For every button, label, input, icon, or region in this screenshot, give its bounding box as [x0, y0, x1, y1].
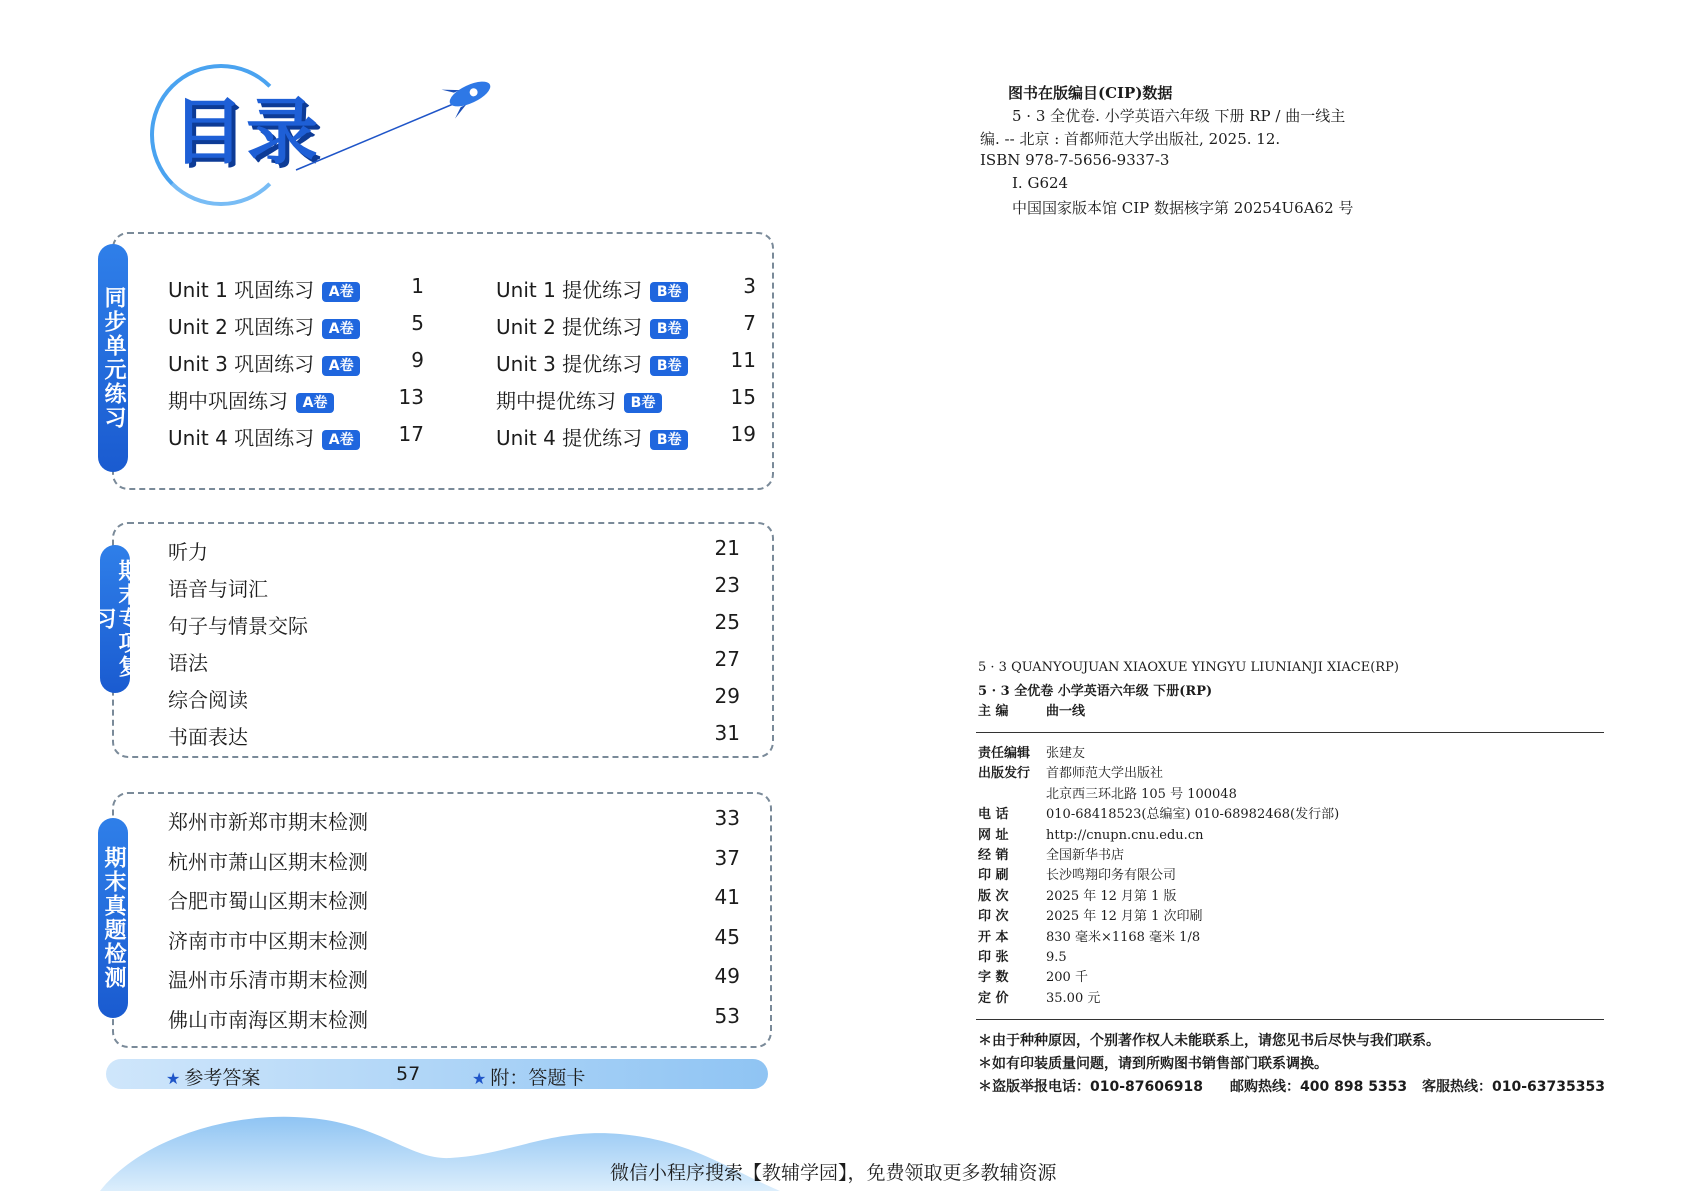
star-icon: ★	[166, 1069, 181, 1088]
imprint-value: http://cnupn.cnu.edu.cn	[1046, 827, 1204, 843]
imprint-row	[978, 926, 1200, 945]
toc-entry-page: 53	[714, 1003, 740, 1028]
toc-entry	[168, 385, 334, 414]
paper-badge: A卷	[322, 319, 360, 339]
imprint-key: 网 址	[978, 827, 1009, 843]
imprint-key: 责任编辑	[978, 746, 1031, 761]
paper-badge: B卷	[650, 282, 688, 302]
imprint-editor: 主 编 曲一线	[978, 704, 1086, 719]
imprint-key: 定 价	[978, 990, 1009, 1006]
imprint-key: 出版发行	[978, 766, 1031, 782]
toc-entry-label: 郑州市新郑市期末检测	[168, 810, 368, 834]
imprint-key: 印 刷	[978, 868, 1009, 884]
cip-line: 5 · 3 全优卷. 小学英语六年级 下册 RP / 曲一线主	[1012, 107, 1346, 125]
toc-entry-label: 济南市市中区期末检测	[168, 928, 368, 953]
imprint-value: 9.5	[1046, 950, 1067, 965]
toc-entry-page: 1	[411, 274, 424, 298]
toc-entry-page: 23	[714, 573, 740, 597]
imprint-key: 印 张	[978, 950, 1009, 965]
toc-entry-page: 21	[714, 536, 740, 560]
toc-entry	[168, 274, 360, 303]
imprint-value: 2025 年 12 月第 1 次印刷	[1046, 909, 1203, 925]
notice-line: ＊如有印装质量问题，请到所购图书销售部门联系调换。	[978, 1056, 1328, 1072]
imprint-value: 010-68418523(总编室) 010-68982468(发行部)	[1046, 807, 1340, 823]
divider	[976, 732, 1604, 733]
appendix-entry: ★ 附：答题卡	[472, 1067, 586, 1089]
imprint-key: 电 话	[978, 807, 1009, 823]
page-title: 目录	[172, 90, 321, 174]
toc-entry-page: 31	[714, 721, 740, 745]
toc-entry-label: 期中巩固练习	[168, 389, 288, 413]
paper-badge: B卷	[650, 356, 688, 376]
toc-entry	[496, 274, 688, 303]
imprint-row	[978, 844, 1124, 863]
section-tab-review: 期末专项复习	[100, 545, 130, 693]
toc-entry-page: 11	[730, 348, 756, 372]
cip-line: Ⅰ. G624	[1012, 174, 1069, 192]
toc-entry-label: 语音与词汇	[168, 577, 268, 601]
toc-entry-page: 7	[743, 311, 756, 335]
imprint-row	[978, 966, 1088, 985]
toc-entry-label: Unit 1 提优练习	[496, 278, 643, 302]
toc-entry	[168, 348, 360, 377]
imprint-row	[978, 742, 1085, 761]
imprint-key: 版 次	[978, 888, 1009, 904]
imprint-value: 张建友	[1046, 746, 1086, 761]
paper-badge: B卷	[650, 430, 688, 450]
paper-badge: A卷	[322, 282, 360, 302]
paper-badge: A卷	[296, 393, 334, 413]
toc-entry-label: 听力	[168, 540, 208, 564]
imprint-value: 首都师范大学出版社	[1046, 766, 1164, 782]
imprint-value: 35.00 元	[1046, 990, 1101, 1006]
toc-entry-label: 合肥市蜀山区期末检测	[168, 889, 368, 913]
imprint-row	[978, 946, 1067, 965]
toc-entry-label: Unit 1 巩固练习	[168, 278, 315, 302]
toc-entry-label: Unit 4 提优练习	[496, 426, 643, 450]
answers-entry: ★ 参考答案	[166, 1067, 261, 1089]
toc-entry	[496, 311, 688, 340]
footer-promo: 微信小程序搜索【教辅学园】，免费领取更多教辅资源	[610, 1162, 1057, 1184]
imprint-value: 830 毫米×1168 毫米 1/8	[1046, 929, 1201, 945]
toc-entry-page: 13	[398, 385, 424, 409]
imprint-title: 5 · 3 全优卷 小学英语六年级 下册(RP)	[978, 684, 1213, 699]
section-tab-sync: 同步单元练习	[98, 244, 128, 472]
toc-entry-label: 温州市乐清市期末检测	[168, 968, 368, 992]
imprint-row	[978, 905, 1203, 924]
cip-line: 中国国家版本馆 CIP 数据核字第 20254U6A62 号	[1012, 199, 1354, 217]
hotline-mail: 邮购热线：400 898 5353	[1230, 1079, 1408, 1095]
imprint-value: 长沙鸣翔印务有限公司	[1046, 868, 1177, 884]
toc-entry-label: 语法	[168, 651, 208, 675]
toc-entry-page: 33	[714, 806, 740, 830]
toc-entry-page: 37	[714, 845, 740, 870]
toc-entry-page: 15	[730, 385, 756, 409]
toc-entry	[168, 311, 360, 340]
toc-entry-label: Unit 2 巩固练习	[168, 315, 315, 339]
paper-badge: B卷	[624, 393, 662, 413]
toc-entry-page: 25	[714, 610, 740, 634]
imprint-row	[978, 803, 1339, 822]
toc-entry-label: 综合阅读	[168, 688, 248, 712]
hotline-piracy: ＊盗版举报电话：010-87606918	[978, 1079, 1203, 1095]
imprint-row	[978, 762, 1163, 781]
imprint-key: 经 销	[978, 848, 1009, 863]
imprint-row	[978, 824, 1203, 843]
toc-entry	[496, 348, 688, 377]
imprint-value: 2025 年 12 月第 1 版	[1046, 888, 1177, 904]
answers-page: 57	[396, 1063, 421, 1085]
toc-entry-page: 17	[398, 422, 424, 446]
paper-badge: A卷	[322, 430, 360, 450]
cip-line: 编. -- 北京 : 首都师范大学出版社, 2025. 12.	[980, 130, 1281, 148]
toc-entry-page: 9	[411, 348, 424, 372]
toc-entry-page: 49	[714, 964, 740, 988]
imprint-row	[978, 885, 1177, 904]
paper-badge: A卷	[322, 356, 360, 376]
cip-heading: 图书在版编目(CIP)数据	[1008, 84, 1173, 102]
toc-entry-label: 句子与情景交际	[168, 614, 308, 638]
imprint-pinyin: 5 · 3 QUANYOUJUAN XIAOXUE YINGYU LIUNIANJI XIACE(RP)	[978, 660, 1399, 675]
toc-entry-label: Unit 4 巩固练习	[168, 426, 315, 450]
imprint-row	[978, 864, 1176, 883]
toc-entry-label: 杭州市萧山区期末检测	[168, 849, 368, 874]
star-icon: ★	[472, 1069, 487, 1088]
toc-entry-page: 41	[714, 885, 740, 909]
toc-entry-label: 期中提优练习	[496, 389, 616, 413]
toc-entry-label: Unit 3 提优练习	[496, 352, 643, 376]
toc-entry-page: 19	[730, 422, 756, 446]
toc-entry-page: 5	[411, 311, 424, 335]
imprint-key: 开 本	[978, 929, 1009, 945]
toc-entry	[168, 422, 360, 451]
toc-entry-label: 书面表达	[168, 725, 248, 749]
notice-line: ＊由于种种原因，个别著作权人未能联系上，请您见书后尽快与我们联系。	[978, 1033, 1440, 1049]
imprint-row	[978, 783, 1237, 802]
hotline-service: 客服热线：010-63735353	[1422, 1079, 1605, 1095]
toc-entry-page: 45	[714, 924, 740, 949]
rocket-icon	[288, 78, 508, 178]
toc-entry	[496, 422, 688, 451]
toc-entry-page: 3	[743, 274, 756, 298]
toc-entry-page: 29	[714, 684, 740, 708]
imprint-value: 北京西三环北路 105 号 100048	[1046, 786, 1237, 802]
toc-entry-label: 佛山市南海区期末检测	[168, 1007, 368, 1032]
toc-entry-label: Unit 2 提优练习	[496, 315, 643, 339]
toc-entry-page: 27	[714, 647, 740, 671]
imprint-value: 全国新华书店	[1046, 848, 1125, 863]
imprint-key: 字 数	[978, 970, 1009, 986]
section-tab-exam: 期末真题检测	[98, 818, 128, 1018]
paper-badge: B卷	[650, 319, 688, 339]
cip-line: ISBN 978-7-5656-9337-3	[980, 151, 1170, 169]
imprint-value: 200 千	[1046, 970, 1088, 986]
imprint-key: 印 次	[978, 909, 1009, 925]
toc-entry-label: Unit 3 巩固练习	[168, 352, 315, 376]
toc-entry	[496, 385, 662, 414]
divider	[976, 1019, 1604, 1020]
imprint-row	[978, 987, 1100, 1006]
